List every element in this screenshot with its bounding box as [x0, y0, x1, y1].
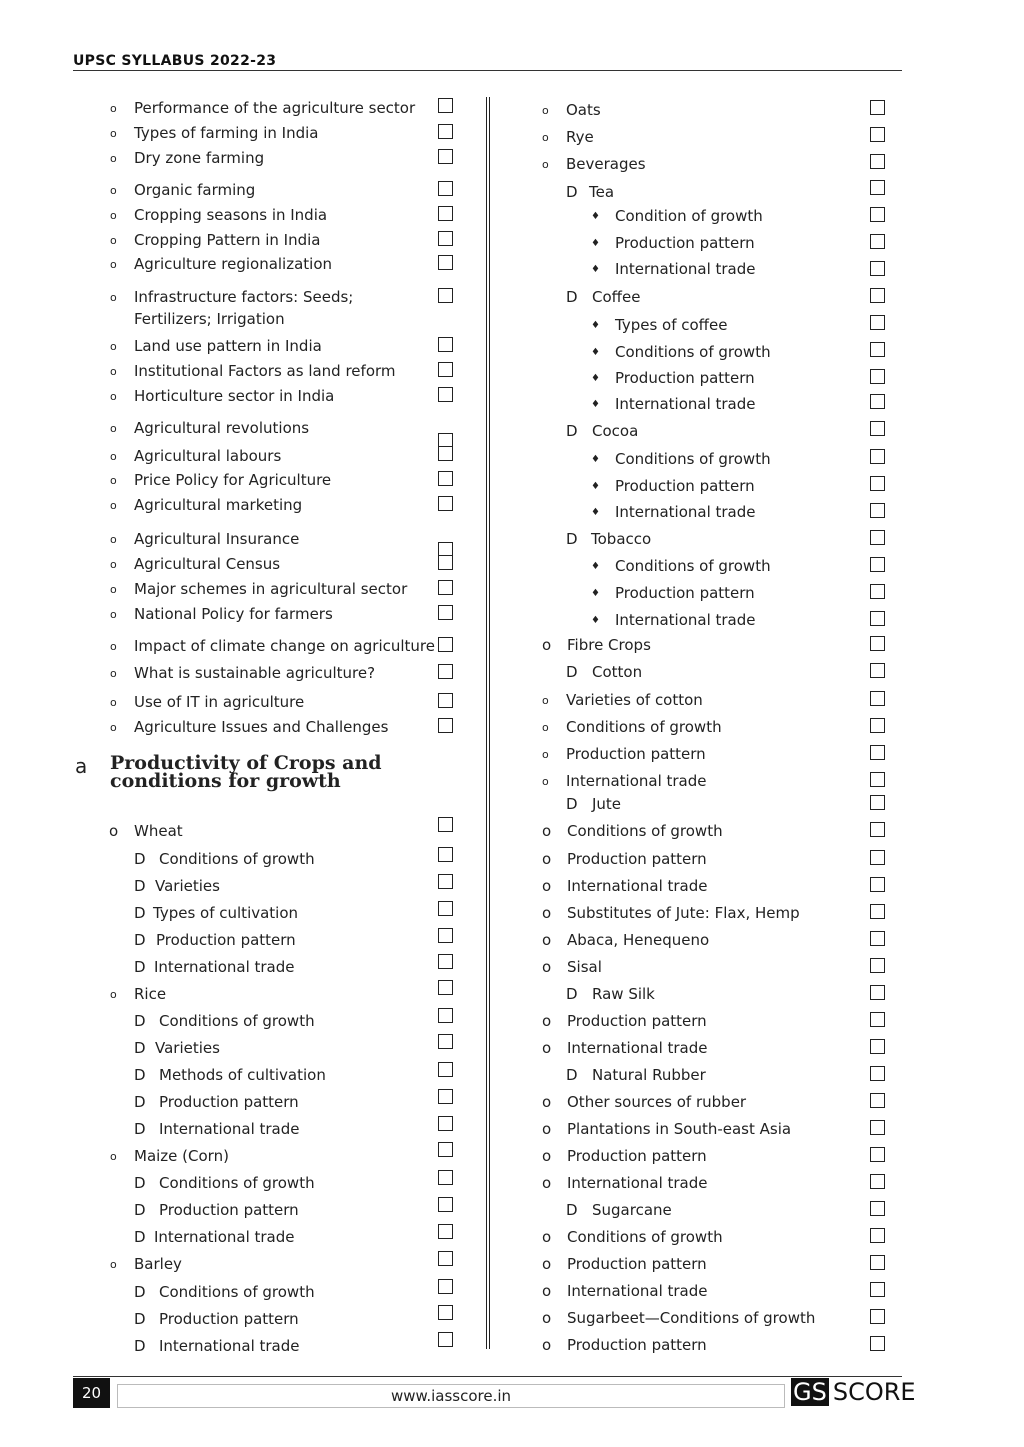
checkbox[interactable] [870, 207, 885, 222]
circle-bullet-icon: o [110, 127, 117, 140]
syllabus-item: Conditions of growth [615, 557, 771, 575]
d-bullet-icon: D [134, 1201, 146, 1219]
syllabus-item: Agricultural labours [134, 447, 282, 465]
section-title-line1: Productivity of Crops and [110, 752, 382, 774]
checkbox[interactable] [870, 476, 885, 491]
checkbox[interactable] [870, 261, 885, 276]
syllabus-item: Fertilizers; Irrigation [134, 310, 285, 328]
syllabus-item: Conditions of growth [615, 343, 771, 361]
syllabus-item: Production pattern [615, 234, 755, 252]
syllabus-item: Plantations in South-east Asia [567, 1120, 792, 1138]
checkbox[interactable] [870, 288, 885, 303]
circle-bullet-icon: o [542, 822, 552, 840]
d-bullet-icon: D [134, 877, 146, 895]
header-title: UPSC SYLLABUS 2022-23 [73, 53, 277, 69]
syllabus-item: Jute [592, 795, 622, 813]
syllabus-item: Conditions of growth [567, 822, 723, 840]
d-bullet-icon: D [134, 931, 146, 949]
circle-bullet-icon: o [542, 1282, 552, 1300]
syllabus-item: Raw Silk [592, 985, 655, 1003]
syllabus-item: Land use pattern in India [134, 337, 322, 355]
checkbox[interactable] [870, 1039, 885, 1054]
d-bullet-icon: D [566, 183, 578, 201]
syllabus-item: Production pattern [159, 1310, 299, 1328]
checkbox[interactable] [870, 663, 885, 678]
checkbox[interactable] [870, 1336, 885, 1351]
syllabus-item: International trade [567, 877, 708, 895]
circle-bullet-icon: o [542, 748, 549, 761]
checkbox[interactable] [870, 1201, 885, 1216]
circle-bullet-icon: o [110, 340, 117, 353]
checkbox[interactable] [870, 557, 885, 572]
syllabus-item: Use of IT in agriculture [134, 693, 305, 711]
syllabus-item: Agriculture regionalization [134, 255, 333, 273]
d-bullet-icon: D [566, 795, 578, 813]
circle-bullet-icon: o [542, 1039, 552, 1057]
circle-bullet-icon: o [110, 988, 117, 1001]
checkbox[interactable] [870, 421, 885, 436]
syllabus-item: International trade [567, 1039, 708, 1057]
syllabus-item: Types of coffee [615, 316, 728, 334]
syllabus-item: Natural Rubber [592, 1066, 706, 1084]
syllabus-item: Production pattern [567, 850, 707, 868]
checkbox[interactable] [870, 1282, 885, 1297]
circle-bullet-icon: o [110, 583, 117, 596]
footer-rule [73, 1376, 902, 1377]
syllabus-item: Varieties [155, 1039, 220, 1057]
checkbox[interactable] [870, 958, 885, 973]
syllabus-item: International trade [615, 611, 756, 629]
circle-bullet-icon: o [110, 640, 117, 653]
checkbox[interactable] [870, 503, 885, 518]
syllabus-item: Production pattern [567, 1012, 707, 1030]
syllabus-item: Performance of the agriculture sector [134, 99, 416, 117]
syllabus-item: Rye [566, 128, 594, 146]
circle-bullet-icon: o [542, 694, 549, 707]
syllabus-item: Production pattern [615, 584, 755, 602]
syllabus-item: Major schemes in agricultural sector [134, 580, 408, 598]
checkbox[interactable] [870, 234, 885, 249]
checkbox[interactable] [870, 795, 885, 810]
circle-bullet-icon: o [110, 474, 117, 487]
circle-bullet-icon: o [542, 1228, 552, 1246]
circle-bullet-icon: o [110, 390, 117, 403]
syllabus-item: Production pattern [159, 1201, 299, 1219]
syllabus-item: Production pattern [156, 931, 296, 949]
syllabus-item: Condition of growth [615, 207, 763, 225]
checkbox[interactable] [870, 904, 885, 919]
syllabus-item: International trade [566, 772, 707, 790]
circle-bullet-icon: o [110, 499, 117, 512]
circle-bullet-icon: o [110, 450, 117, 463]
d-bullet-icon: D [134, 1283, 146, 1301]
syllabus-item: Sugarbeet—Conditions of growth [567, 1309, 816, 1327]
circle-bullet-icon: o [110, 291, 117, 304]
circle-bullet-icon: o [542, 1336, 552, 1354]
syllabus-item: National Policy for farmers [134, 605, 333, 623]
circle-bullet-icon: o [542, 1174, 552, 1192]
circle-bullet-icon: o [542, 636, 552, 654]
checkbox[interactable] [870, 154, 885, 169]
syllabus-item: International trade [567, 1282, 708, 1300]
syllabus-item: Organic farming [134, 181, 256, 199]
circle-bullet-icon: o [110, 608, 117, 621]
syllabus-item: Cropping Pattern in India [134, 231, 321, 249]
checkbox[interactable] [870, 315, 885, 330]
checkbox[interactable] [870, 1093, 885, 1108]
syllabus-item: Production pattern [567, 1336, 707, 1354]
d-bullet-icon: D [134, 1012, 146, 1030]
d-bullet-icon: D [566, 985, 578, 1003]
diamond-bullet-icon: ♦ [591, 615, 600, 626]
checkbox[interactable] [870, 772, 885, 787]
syllabus-item: International trade [154, 958, 295, 976]
syllabus-item: International trade [159, 1337, 300, 1355]
syllabus-item: Fibre Crops [567, 636, 651, 654]
checkbox[interactable] [870, 530, 885, 545]
checkbox[interactable] [870, 1012, 885, 1027]
diamond-bullet-icon: ♦ [591, 588, 600, 599]
syllabus-item: Barley [134, 1255, 182, 1273]
d-bullet-icon: D [134, 1093, 146, 1111]
checkbox[interactable] [870, 584, 885, 599]
circle-bullet-icon: o [542, 958, 552, 976]
d-bullet-icon: D [134, 1174, 146, 1192]
syllabus-item: Methods of cultivation [159, 1066, 326, 1084]
syllabus-item: Conditions of growth [567, 1228, 723, 1246]
diamond-bullet-icon: ♦ [591, 481, 600, 492]
brand-logo [791, 1378, 916, 1406]
circle-bullet-icon: o [109, 822, 119, 840]
syllabus-item: Sugarcane [592, 1201, 672, 1219]
checkbox[interactable] [870, 1066, 885, 1081]
brand-score: SCORE [832, 1378, 916, 1406]
checkbox[interactable] [870, 342, 885, 357]
syllabus-item: Varieties of cotton [566, 691, 703, 709]
checkbox[interactable] [870, 369, 885, 384]
syllabus-item: Institutional Factors as land reform [134, 362, 396, 380]
d-bullet-icon: D [134, 850, 146, 868]
syllabus-item: Conditions of growth [159, 1283, 315, 1301]
d-bullet-icon: D [566, 530, 578, 548]
syllabus-item: International trade [154, 1228, 295, 1246]
diamond-bullet-icon: ♦ [591, 561, 600, 572]
syllabus-item: Conditions of growth [159, 1012, 315, 1030]
syllabus-item: Abaca, Henequeno [567, 931, 710, 949]
checkbox[interactable] [870, 718, 885, 733]
syllabus-item: Cocoa [592, 422, 639, 440]
d-bullet-icon: D [134, 958, 146, 976]
brand-gs: GS [793, 1378, 827, 1406]
d-bullet-icon: D [134, 1120, 146, 1138]
circle-bullet-icon: o [542, 904, 552, 922]
circle-bullet-icon: o [110, 696, 117, 709]
syllabus-item: International trade [615, 395, 756, 413]
syllabus-item: Oats [566, 101, 601, 119]
d-bullet-icon: D [566, 422, 578, 440]
d-bullet-icon: D [566, 288, 578, 306]
circle-bullet-icon: o [110, 184, 117, 197]
d-bullet-icon: D [566, 663, 578, 681]
section-title-line2: conditions for growth [110, 770, 341, 792]
syllabus-item: Conditions of growth [615, 450, 771, 468]
circle-bullet-icon: o [542, 1255, 552, 1273]
syllabus-item: Agricultural Census [134, 555, 281, 573]
syllabus-item: Other sources of rubber [567, 1093, 747, 1111]
d-bullet-icon: D [134, 1066, 146, 1084]
circle-bullet-icon: o [110, 209, 117, 222]
syllabus-item: Production pattern [567, 1255, 707, 1273]
syllabus-item: Conditions of growth [566, 718, 722, 736]
circle-bullet-icon: o [542, 1120, 552, 1138]
syllabus-item: Beverages [566, 155, 646, 173]
syllabus-item: Production pattern [159, 1093, 299, 1111]
circle-bullet-icon: o [542, 850, 552, 868]
circle-bullet-icon: o [110, 258, 117, 271]
checkbox[interactable] [870, 636, 885, 651]
checkbox[interactable] [870, 127, 885, 142]
circle-bullet-icon: o [110, 533, 117, 546]
syllabus-item: Production pattern [615, 477, 755, 495]
syllabus-item: Types of farming in India [134, 124, 319, 142]
syllabus-item: Impact of climate change on agriculture [134, 637, 435, 655]
checkbox[interactable] [870, 1228, 885, 1243]
circle-bullet-icon: o [110, 152, 117, 165]
circle-bullet-icon: o [542, 131, 549, 144]
circle-bullet-icon: o [542, 1309, 552, 1327]
diamond-bullet-icon: ♦ [591, 347, 600, 358]
circle-bullet-icon: o [110, 1258, 117, 1271]
syllabus-item: Conditions of growth [159, 1174, 315, 1192]
syllabus-item: International trade [615, 260, 756, 278]
circle-bullet-icon: o [542, 158, 549, 171]
diamond-bullet-icon: ♦ [591, 238, 600, 249]
checkbox[interactable] [870, 1120, 885, 1135]
circle-bullet-icon: o [542, 931, 552, 949]
checkbox[interactable] [870, 449, 885, 464]
diamond-bullet-icon: ♦ [591, 373, 600, 384]
checkbox[interactable] [870, 394, 885, 409]
checkbox[interactable] [870, 611, 885, 626]
d-bullet-icon: D [134, 1337, 146, 1355]
diamond-bullet-icon: ♦ [591, 507, 600, 518]
syllabus-item: Dry zone farming [134, 149, 265, 167]
circle-bullet-icon: o [110, 234, 117, 247]
circle-bullet-icon: o [542, 1147, 552, 1165]
syllabus-item: Wheat [134, 822, 183, 840]
syllabus-item: Substitutes of Jute: Flax, Hemp [567, 904, 800, 922]
syllabus-item: Agriculture Issues and Challenges [134, 718, 389, 736]
d-bullet-icon: D [134, 1039, 146, 1057]
syllabus-item: Production pattern [566, 745, 706, 763]
syllabus-item: Production pattern [567, 1147, 707, 1165]
checkbox[interactable] [870, 822, 885, 837]
checkbox[interactable] [870, 1255, 885, 1270]
syllabus-item: Conditions of growth [159, 850, 315, 868]
circle-bullet-icon: o [110, 365, 117, 378]
checkbox[interactable] [870, 985, 885, 1000]
syllabus-item: What is sustainable agriculture? [134, 664, 376, 682]
syllabus-item: Production pattern [615, 369, 755, 387]
circle-bullet-icon: o [110, 422, 117, 435]
checkbox[interactable] [870, 877, 885, 892]
syllabus-item: Rice [134, 985, 167, 1003]
checkbox[interactable] [870, 1147, 885, 1162]
d-bullet-icon: D [134, 1310, 146, 1328]
diamond-bullet-icon: ♦ [591, 320, 600, 331]
syllabus-item: Types of cultivation [153, 904, 299, 922]
circle-bullet-icon: o [542, 877, 552, 895]
syllabus-item: International trade [159, 1120, 300, 1138]
checkbox[interactable] [870, 1309, 885, 1324]
syllabus-item: International trade [615, 503, 756, 521]
circle-bullet-icon: o [542, 1012, 552, 1030]
syllabus-item: Horticulture sector in India [134, 387, 335, 405]
circle-bullet-icon: o [110, 558, 117, 571]
circle-bullet-icon: o [110, 102, 117, 115]
section-marker: a [75, 754, 88, 778]
circle-bullet-icon: o [542, 721, 549, 734]
syllabus-item: Agricultural marketing [134, 496, 303, 514]
syllabus-item: Cotton [592, 663, 643, 681]
checkbox[interactable] [870, 100, 885, 115]
checkbox[interactable] [870, 1174, 885, 1189]
diamond-bullet-icon: ♦ [591, 399, 600, 410]
d-bullet-icon: D [566, 1201, 578, 1219]
d-bullet-icon: D [566, 1066, 578, 1084]
d-bullet-icon: D [134, 904, 146, 922]
checkbox[interactable] [870, 180, 885, 195]
syllabus-item: Sisal [567, 958, 602, 976]
diamond-bullet-icon: ♦ [591, 211, 600, 222]
circle-bullet-icon: o [542, 1093, 552, 1111]
circle-bullet-icon: o [110, 1150, 117, 1163]
syllabus-item: Tobacco [591, 530, 652, 548]
page-number: 20 [73, 1378, 110, 1408]
syllabus-item: Infrastructure factors: Seeds; [134, 288, 354, 306]
circle-bullet-icon: o [542, 775, 549, 788]
circle-bullet-icon: o [110, 667, 117, 680]
syllabus-item: Maize (Corn) [134, 1147, 229, 1165]
checkbox[interactable] [870, 850, 885, 865]
circle-bullet-icon: o [542, 104, 549, 117]
syllabus-item: Tea [589, 183, 615, 201]
d-bullet-icon: D [134, 1228, 146, 1246]
checkbox[interactable] [870, 745, 885, 760]
syllabus-item: Varieties [155, 877, 220, 895]
footer-url[interactable]: www.iasscore.in [117, 1384, 785, 1408]
circle-bullet-icon: o [110, 721, 117, 734]
syllabus-item: International trade [567, 1174, 708, 1192]
syllabus-item: Agricultural Insurance [134, 530, 300, 548]
diamond-bullet-icon: ♦ [591, 454, 600, 465]
syllabus-item: Coffee [592, 288, 641, 306]
syllabus-item: Price Policy for Agriculture [134, 471, 332, 489]
syllabus-item: Cropping seasons in India [134, 206, 328, 224]
checkbox[interactable] [870, 691, 885, 706]
checkbox[interactable] [870, 931, 885, 946]
diamond-bullet-icon: ♦ [591, 264, 600, 275]
syllabus-item: Agricultural revolutions [134, 419, 310, 437]
